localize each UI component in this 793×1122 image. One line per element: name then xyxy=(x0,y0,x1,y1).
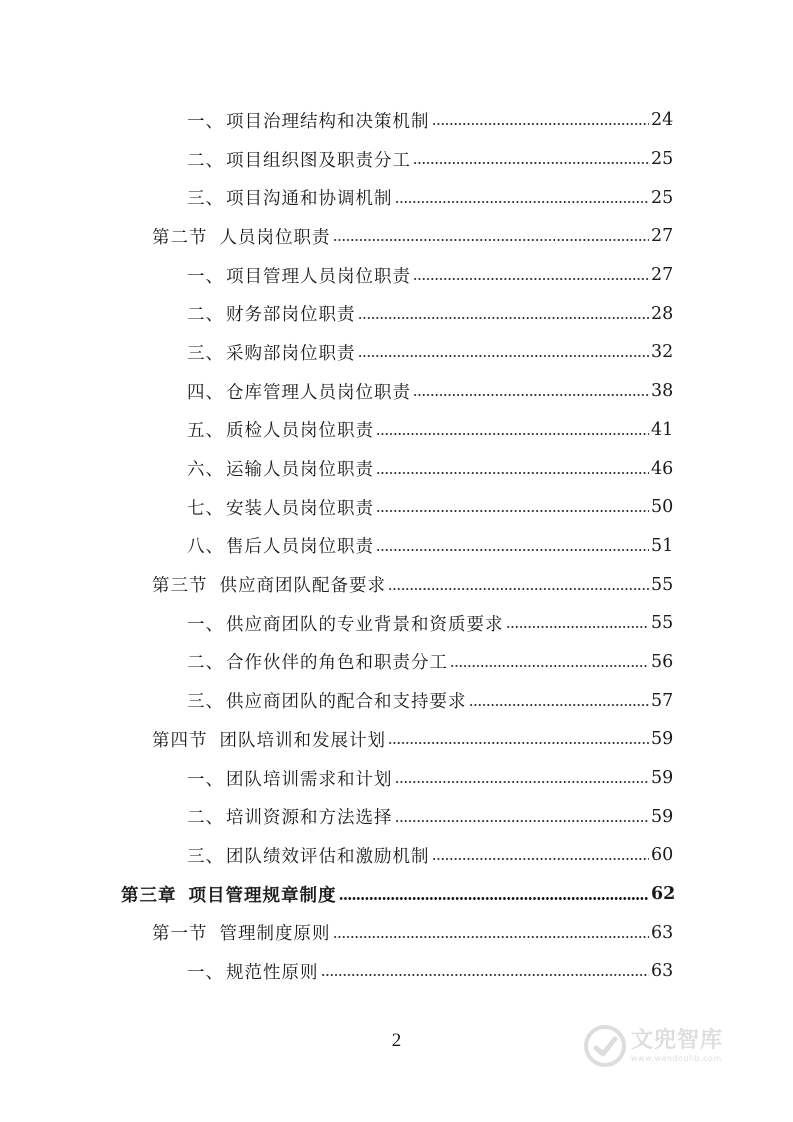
toc-entry-text: 项目治理结构和决策机制 xyxy=(226,111,430,132)
toc-entry-text: 项目管理规章制度 xyxy=(188,885,337,906)
dot-leader xyxy=(339,897,650,900)
toc-entry-page: 27 xyxy=(651,226,674,247)
toc-entry-text: 质检人员岗位职责 xyxy=(226,421,374,442)
toc-entry-text: 培训资源和方法选择 xyxy=(226,808,393,829)
toc-entry-number: 第一节 xyxy=(152,924,208,945)
dot-leader xyxy=(358,355,650,357)
toc-entry-title xyxy=(187,804,393,829)
toc-entry-number: 七、 xyxy=(187,498,224,519)
dot-leader xyxy=(388,588,649,590)
toc-entry-text: 售后人员岗位职责 xyxy=(226,537,374,558)
dot-leader xyxy=(395,201,650,203)
toc-entry-number: 第四节 xyxy=(152,730,208,751)
dot-leader xyxy=(333,936,650,938)
toc-entry-title xyxy=(187,688,467,713)
toc-entry-title xyxy=(187,456,374,481)
toc-entry-number: 二、 xyxy=(187,150,224,171)
toc-entry-item[interactable] xyxy=(0,681,793,720)
toc-entry-page: 25 xyxy=(651,187,674,208)
toc-entry-page: 25 xyxy=(651,149,674,170)
toc-entry-number: 一、 xyxy=(187,962,224,983)
toc-entry-page: 60 xyxy=(651,845,674,866)
toc-entry-section[interactable] xyxy=(0,913,793,952)
toc-entry-title xyxy=(187,185,393,210)
toc-entry-text: 项目沟通和协调机制 xyxy=(226,189,393,210)
toc-entry-section[interactable] xyxy=(0,565,793,604)
toc-entry-title xyxy=(187,301,356,326)
dot-leader xyxy=(413,162,649,164)
toc-entry-item[interactable] xyxy=(0,797,793,836)
toc-entry-item[interactable] xyxy=(0,604,793,643)
toc-entry-title xyxy=(152,572,386,597)
dot-leader xyxy=(506,626,650,628)
toc-entry-title xyxy=(187,533,374,558)
toc-entry-item[interactable] xyxy=(0,178,793,217)
toc-entry-text: 运输人员岗位职责 xyxy=(226,460,374,481)
toc-entry-text: 采购部岗位职责 xyxy=(226,343,356,364)
toc-entry-number: 一、 xyxy=(187,614,224,635)
toc-entry-page: 59 xyxy=(651,806,674,827)
toc-entry-page: 32 xyxy=(651,342,674,363)
toc-entry-text: 仓库管理人员岗位职责 xyxy=(226,382,411,403)
toc-entry-number: 第三章 xyxy=(121,885,177,906)
toc-entry-item[interactable] xyxy=(0,101,793,140)
toc-entry-number: 一、 xyxy=(187,769,224,790)
toc-entry-text: 项目管理人员岗位职责 xyxy=(226,266,411,287)
toc-entry-item[interactable] xyxy=(0,294,793,333)
toc-entry-item[interactable] xyxy=(0,488,793,527)
toc-entry-page: 62 xyxy=(651,884,676,905)
toc-entry-number: 六、 xyxy=(187,460,224,481)
toc-entry-text: 团队培训和发展计划 xyxy=(219,730,386,751)
toc-entry-item[interactable] xyxy=(0,411,793,450)
toc-entry-title xyxy=(187,263,411,288)
toc-entry-item[interactable] xyxy=(0,643,793,682)
toc-entry-item[interactable] xyxy=(0,836,793,875)
toc-entry-item[interactable] xyxy=(0,527,793,566)
toc-entry-text: 规范性原则 xyxy=(226,962,319,983)
watermark-name: 文兜智库 xyxy=(631,1027,724,1053)
toc-entry-number: 五、 xyxy=(187,421,224,442)
toc-entry-item[interactable] xyxy=(0,256,793,295)
toc-entry-number: 一、 xyxy=(187,266,224,287)
toc-entry-number: 三、 xyxy=(187,189,224,210)
toc-entry-number: 三、 xyxy=(187,846,224,867)
toc-entry-number: 三、 xyxy=(187,343,224,364)
toc-entry-title xyxy=(187,495,374,520)
toc-entry-text: 供应商团队配备要求 xyxy=(219,576,386,597)
toc-entry-title xyxy=(152,920,331,945)
toc-entry-number: 二、 xyxy=(187,653,224,674)
toc-entry-section[interactable] xyxy=(0,720,793,759)
dot-leader xyxy=(450,665,649,667)
toc-entry-title xyxy=(187,766,393,791)
toc-entry-page: 50 xyxy=(651,497,674,518)
toc-entry-title xyxy=(187,959,319,984)
toc-entry-number: 八、 xyxy=(187,537,224,558)
toc-entry-title xyxy=(187,649,448,674)
toc-entry-page: 41 xyxy=(651,419,674,440)
wendou-logo-icon xyxy=(583,1024,627,1068)
toc-entry-title xyxy=(187,108,430,133)
toc-entry-text: 安装人员岗位职责 xyxy=(226,498,374,519)
toc-entry-title xyxy=(121,882,337,907)
watermark xyxy=(583,1016,758,1076)
dot-leader xyxy=(432,858,650,860)
dot-leader xyxy=(376,549,649,551)
toc-entry-page: 24 xyxy=(651,110,674,131)
toc-entry-title xyxy=(187,611,504,636)
watermark-url: www.wendoulib.com xyxy=(631,1053,722,1063)
dot-leader xyxy=(395,781,650,783)
dot-leader xyxy=(333,239,650,241)
toc-entry-page: 59 xyxy=(651,768,674,789)
page-number: 2 xyxy=(391,1030,402,1051)
toc-entry-page: 38 xyxy=(651,381,674,402)
toc-entry-page: 28 xyxy=(651,303,674,324)
dot-leader xyxy=(413,278,649,280)
toc-entry-text: 团队培训需求和计划 xyxy=(226,769,393,790)
toc-entry-text: 管理制度原则 xyxy=(219,924,331,945)
toc-entry-page: 59 xyxy=(651,729,674,750)
toc-entry-page: 27 xyxy=(651,265,674,286)
toc-entry-page: 63 xyxy=(651,922,674,943)
toc-entry-item[interactable] xyxy=(0,140,793,179)
dot-leader xyxy=(376,472,649,474)
toc-entry-text: 供应商团队的配合和支持要求 xyxy=(226,692,467,713)
toc-entry-number: 三、 xyxy=(187,692,224,713)
toc-entry-page: 56 xyxy=(651,651,674,672)
toc-entry-number: 一、 xyxy=(187,111,224,132)
toc-entry-page: 46 xyxy=(651,458,674,479)
toc-entry-chapter[interactable] xyxy=(0,875,793,914)
toc-entry-page: 51 xyxy=(651,535,674,556)
toc-entry-item[interactable] xyxy=(0,952,793,991)
toc-entry-page: 63 xyxy=(651,961,674,982)
toc-entry-text: 人员岗位职责 xyxy=(219,227,331,248)
toc-entry-text: 团队绩效评估和激励机制 xyxy=(226,846,430,867)
toc-entry-number: 第三节 xyxy=(152,576,208,597)
toc-entry-number: 第二节 xyxy=(152,227,208,248)
toc-entry-item[interactable] xyxy=(0,372,793,411)
toc-entry-number: 四、 xyxy=(187,382,224,403)
dot-leader xyxy=(432,123,650,125)
toc-entry-title xyxy=(187,417,374,442)
dot-leader xyxy=(388,742,649,744)
toc-entry-number: 二、 xyxy=(187,808,224,829)
toc-entry-text: 财务部岗位职责 xyxy=(226,305,356,326)
dot-leader xyxy=(469,704,650,706)
dot-leader xyxy=(376,510,649,512)
toc-entry-text: 供应商团队的专业背景和资质要求 xyxy=(226,614,504,635)
toc-entry-page: 57 xyxy=(651,690,674,711)
toc-entry-item[interactable] xyxy=(0,449,793,488)
toc-entry-title xyxy=(187,843,430,868)
dot-leader xyxy=(376,433,649,435)
toc-entry-title xyxy=(152,727,386,752)
toc-entry-title xyxy=(187,379,411,404)
dot-leader xyxy=(358,317,650,319)
toc-entry-page: 55 xyxy=(651,574,674,595)
toc-entry-item[interactable] xyxy=(0,759,793,798)
toc-entry-title xyxy=(187,147,411,172)
dot-leader xyxy=(413,394,649,396)
toc-entry-section[interactable] xyxy=(0,217,793,256)
toc-entry-number: 二、 xyxy=(187,305,224,326)
table-of-contents xyxy=(0,101,793,991)
dot-leader xyxy=(321,974,650,976)
toc-entry-text: 合作伙伴的角色和职责分工 xyxy=(226,653,448,674)
toc-entry-item[interactable] xyxy=(0,333,793,372)
toc-entry-title xyxy=(152,224,331,249)
dot-leader xyxy=(395,820,650,822)
toc-entry-title xyxy=(187,340,356,365)
toc-entry-text: 项目组织图及职责分工 xyxy=(226,150,411,171)
toc-entry-page: 55 xyxy=(651,613,674,634)
